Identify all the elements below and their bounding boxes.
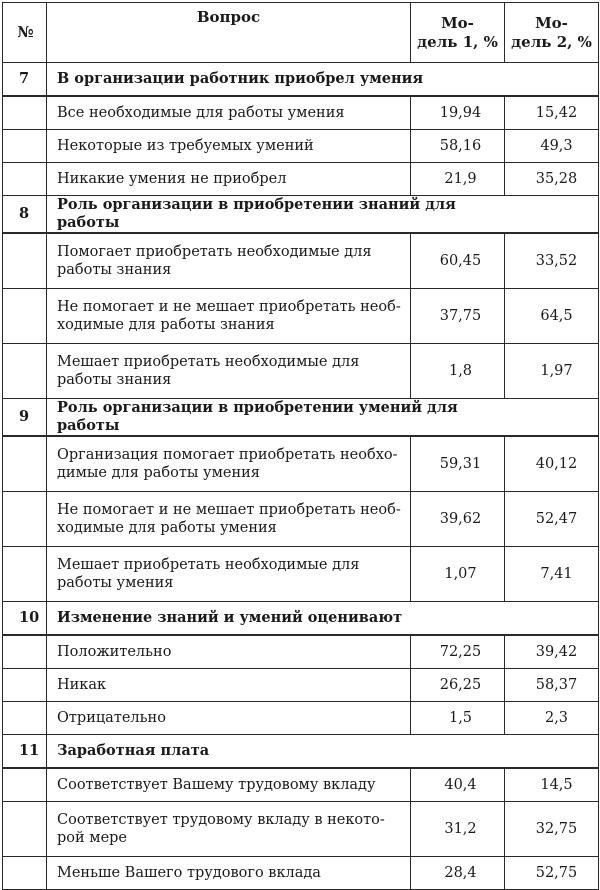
model-2-value: 58,37 [505, 669, 599, 702]
model-2-value: 35,28 [505, 163, 599, 196]
answer-row [3, 669, 599, 702]
section-row [3, 602, 599, 636]
section-spacer [505, 63, 599, 97]
answer-text-line1: Помогает приобретать необходимые для [57, 244, 372, 260]
model-2-value: 14,5 [505, 768, 599, 802]
answer-row [3, 702, 599, 735]
section-spacer [505, 196, 599, 234]
answer-text-line1: Не помогает и не мешает приобретать необ- [57, 299, 401, 315]
model-2-value: 7,41 [505, 547, 599, 602]
answer-row [3, 289, 599, 344]
answer-num-cell [3, 669, 47, 702]
answer-text: Никакие умения не приобрел [47, 163, 411, 196]
answer-num-cell [3, 547, 47, 602]
section-number: 10 [3, 602, 47, 636]
answer-text: Никак [47, 669, 411, 702]
model-2-value: 33,52 [505, 233, 599, 289]
answer-text: Положительно [47, 635, 411, 669]
answer-text-line2: димые для работы умения [57, 465, 260, 481]
model-2-value: 40,12 [505, 436, 599, 492]
model-2-value: 15,42 [505, 96, 599, 130]
section-title: В организации работник приобрел умения [47, 63, 505, 97]
section-spacer [505, 602, 599, 636]
answer-num-cell [3, 289, 47, 344]
answer-num-cell [3, 802, 47, 857]
answer-text-line2: работы знания [57, 262, 172, 278]
answer-num-cell [3, 130, 47, 163]
header-model-1 [411, 3, 505, 63]
model-2-value: 2,3 [505, 702, 599, 735]
section-number: 9 [3, 399, 47, 437]
answer-row [3, 768, 599, 802]
header-model-1-line1: Мо- [441, 13, 474, 32]
section-title: Роль организации в приобретении умений для работы [47, 399, 505, 437]
answer-row [3, 635, 599, 669]
model-1-value: 40,4 [411, 768, 505, 802]
header-question: Вопрос [47, 3, 411, 63]
header-model-2-line1: Мо- [535, 13, 568, 32]
survey-results-table [2, 2, 599, 890]
answer-text-line2: ходимые для работы умения [57, 520, 277, 536]
model-2-value: 52,75 [505, 857, 599, 890]
answer-text-line1: Не помогает и не мешает приобретать необ- [57, 502, 401, 518]
section-number: 7 [3, 63, 47, 97]
header-model-1-line2: дель 1, % [417, 32, 498, 51]
section-number: 11 [3, 735, 47, 769]
section-row [3, 196, 599, 234]
answer-text [47, 344, 411, 399]
model-1-value: 39,62 [411, 492, 505, 547]
answer-num-cell [3, 857, 47, 890]
model-1-value: 72,25 [411, 635, 505, 669]
answer-row [3, 547, 599, 602]
answer-row [3, 857, 599, 890]
answer-num-cell [3, 492, 47, 547]
answer-num-cell [3, 233, 47, 289]
answer-text: Некоторые из требуемых умений [47, 130, 411, 163]
section-row [3, 399, 599, 437]
answer-text [47, 289, 411, 344]
answer-num-cell [3, 635, 47, 669]
answer-text [47, 436, 411, 492]
answer-row [3, 130, 599, 163]
model-2-value: 39,42 [505, 635, 599, 669]
model-1-value: 26,25 [411, 669, 505, 702]
section-spacer [505, 399, 599, 437]
answer-text-line2: работы умения [57, 575, 174, 591]
answer-text: Отрицательно [47, 702, 411, 735]
model-1-value: 59,31 [411, 436, 505, 492]
answer-text: Меньше Вашего трудового вклада [47, 857, 411, 890]
model-2-value: 64,5 [505, 289, 599, 344]
section-spacer [505, 735, 599, 769]
answer-row [3, 96, 599, 130]
model-1-value: 1,5 [411, 702, 505, 735]
section-title: Роль организации в приобретении знаний для работы [47, 196, 505, 234]
answer-text: Все необходимые для работы умения [47, 96, 411, 130]
model-2-value: 49,3 [505, 130, 599, 163]
answer-text-line2: рой мере [57, 830, 128, 846]
model-1-value: 28,4 [411, 857, 505, 890]
answer-row [3, 233, 599, 289]
answer-text: Соответствует Вашему трудовому вкладу [47, 768, 411, 802]
model-1-value: 21,9 [411, 163, 505, 196]
header-num: № [3, 3, 47, 63]
answer-row [3, 163, 599, 196]
model-1-value: 60,45 [411, 233, 505, 289]
answer-text-line1: Мешает приобретать необходимые для [57, 557, 360, 573]
answer-text-line1: Соответствует трудовому вкладу в некото- [57, 812, 385, 828]
answer-text [47, 233, 411, 289]
answer-text [47, 547, 411, 602]
answer-row [3, 802, 599, 857]
section-title: Изменение знаний и умений оценивают [47, 602, 505, 636]
model-2-value: 32,75 [505, 802, 599, 857]
header-model-2-line2: дель 2, % [511, 32, 592, 51]
answer-num-cell [3, 436, 47, 492]
answer-text-line1: Мешает приобретать необходимые для [57, 354, 360, 370]
header-model-2 [505, 3, 599, 63]
answer-num-cell [3, 702, 47, 735]
section-row [3, 735, 599, 769]
answer-row [3, 344, 599, 399]
answer-text-line2: ходимые для работы знания [57, 317, 275, 333]
answer-num-cell [3, 96, 47, 130]
section-row [3, 63, 599, 97]
section-number: 8 [3, 196, 47, 234]
answer-text-line2: работы знания [57, 372, 172, 388]
model-1-value: 58,16 [411, 130, 505, 163]
answer-num-cell [3, 768, 47, 802]
answer-row [3, 492, 599, 547]
model-2-value: 52,47 [505, 492, 599, 547]
section-title: Заработная плата [47, 735, 505, 769]
answer-text [47, 492, 411, 547]
answer-text [47, 802, 411, 857]
answer-text-line1: Организация помогает приобретать необхо- [57, 447, 398, 463]
model-1-value: 31,2 [411, 802, 505, 857]
model-1-value: 1,07 [411, 547, 505, 602]
answer-num-cell [3, 344, 47, 399]
answer-num-cell [3, 163, 47, 196]
model-1-value: 37,75 [411, 289, 505, 344]
model-1-value: 1,8 [411, 344, 505, 399]
model-1-value: 19,94 [411, 96, 505, 130]
answer-row [3, 436, 599, 492]
table-header-row [3, 3, 599, 63]
model-2-value: 1,97 [505, 344, 599, 399]
